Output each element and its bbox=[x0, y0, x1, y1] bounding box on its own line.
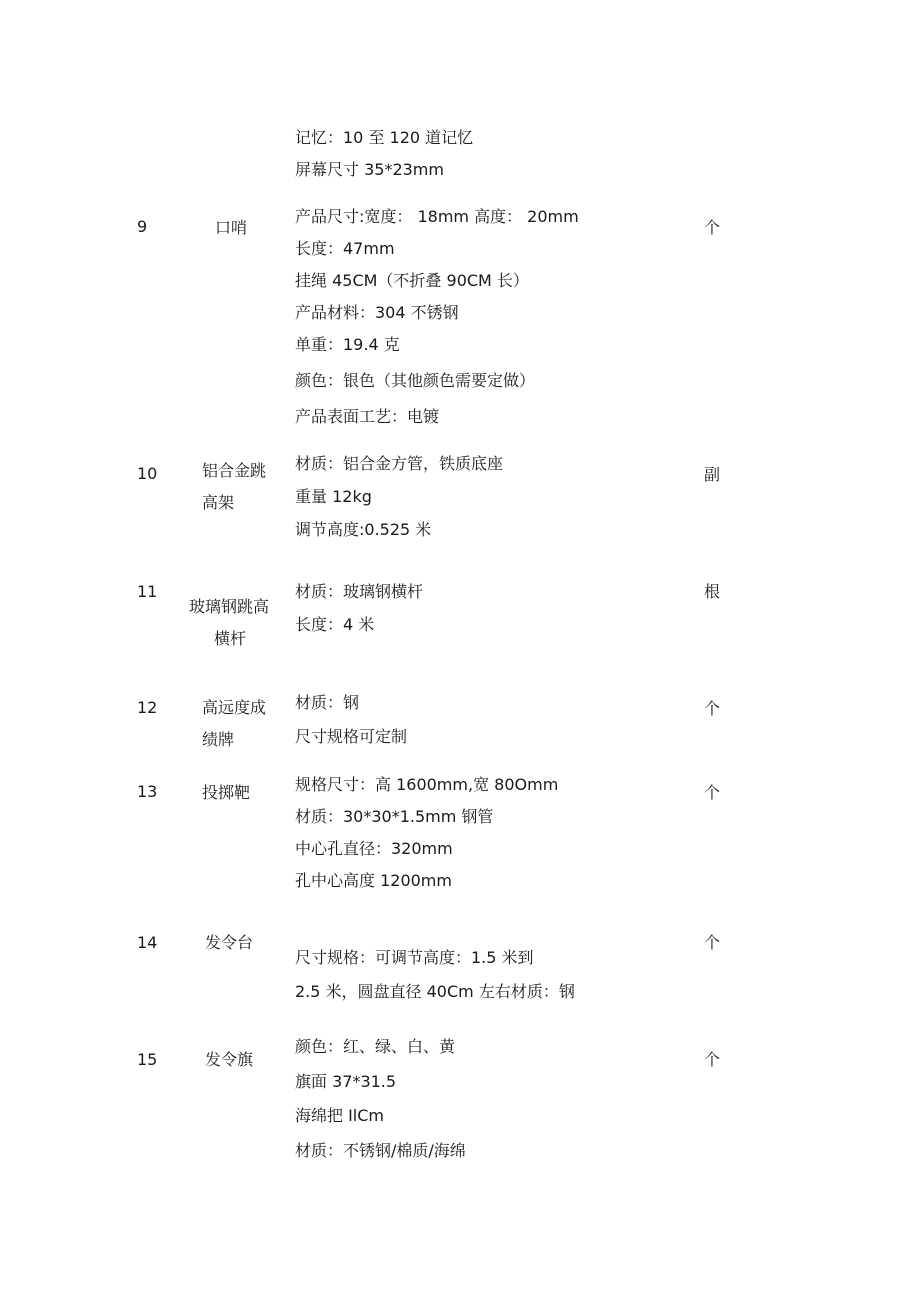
item-number: 10 bbox=[137, 464, 158, 483]
spec-line: 材质：铝合金方管，铁质底座 bbox=[295, 454, 504, 473]
item-unit: 个 bbox=[704, 1050, 721, 1069]
spec-line: 记忆：10 至 120 道记忆 bbox=[295, 128, 474, 147]
item-name: 玻璃钢跳高 bbox=[189, 597, 270, 616]
spec-line: 材质：玻璃钢横杆 bbox=[295, 582, 424, 601]
spec-line: 海绵把 IlCm bbox=[295, 1106, 385, 1125]
item-name: 投掷靶 bbox=[202, 783, 251, 802]
item-name: 发令旗 bbox=[205, 1050, 254, 1069]
spec-line: 孔中心高度 1200mm bbox=[295, 871, 452, 890]
item-name: 绩牌 bbox=[202, 730, 235, 749]
item-name: 横杆 bbox=[214, 629, 247, 648]
spec-line: 挂绳 45CM（不折叠 90CM 长） bbox=[295, 271, 529, 290]
item-unit: 个 bbox=[704, 933, 721, 952]
spec-line: 材质：30*30*1.5mm 钢管 bbox=[295, 807, 494, 826]
spec-line: 产品尺寸:宽度： 18mm 高度： 20mm bbox=[295, 207, 579, 226]
spec-line: 尺寸规格可定制 bbox=[295, 727, 408, 746]
item-number: 11 bbox=[137, 582, 158, 601]
item-name: 高远度成 bbox=[202, 698, 267, 717]
spec-line: 颜色：红、绿、白、黄 bbox=[295, 1037, 456, 1056]
spec-line: 产品表面工艺：电镀 bbox=[295, 407, 440, 426]
item-name: 发令台 bbox=[205, 933, 254, 952]
spec-line: 材质：钢 bbox=[295, 693, 360, 712]
spec-line: 调节高度:0.525 米 bbox=[295, 520, 432, 539]
item-unit: 个 bbox=[704, 699, 721, 718]
item-unit: 副 bbox=[704, 465, 721, 484]
item-unit: 根 bbox=[704, 582, 721, 601]
item-unit: 个 bbox=[704, 783, 721, 802]
spec-line: 产品材料：304 不锈钢 bbox=[295, 303, 459, 322]
spec-line: 2.5 米，圆盘直径 40Cm 左右材质：钢 bbox=[295, 982, 575, 1001]
item-number: 15 bbox=[137, 1050, 158, 1069]
spec-line: 重量 12kg bbox=[295, 487, 372, 506]
spec-line: 长度：4 米 bbox=[295, 615, 375, 634]
spec-line: 长度：47mm bbox=[295, 239, 395, 258]
item-number: 13 bbox=[137, 782, 158, 801]
item-name: 铝合金跳 bbox=[202, 461, 267, 480]
item-name: 口哨 bbox=[214, 218, 247, 237]
spec-line: 规格尺寸：高 1600mm,宽 80Omm bbox=[295, 775, 559, 794]
spec-line: 颜色：银色（其他颜色需要定做） bbox=[295, 371, 536, 390]
item-unit: 个 bbox=[704, 218, 721, 237]
item-name: 高架 bbox=[202, 493, 235, 512]
item-number: 14 bbox=[137, 933, 158, 952]
spec-line: 旗面 37*31.5 bbox=[295, 1072, 397, 1091]
spec-line: 中心孔直径：320mm bbox=[295, 839, 453, 858]
spec-line: 材质：不锈钢/棉质/海绵 bbox=[295, 1141, 466, 1160]
spec-line: 尺寸规格：可调节高度：1.5 米到 bbox=[295, 948, 534, 967]
item-number: 12 bbox=[137, 698, 158, 717]
spec-line: 单重：19.4 克 bbox=[295, 335, 400, 354]
spec-line: 屏幕尺寸 35*23mm bbox=[295, 160, 444, 179]
item-number: 9 bbox=[137, 217, 148, 236]
